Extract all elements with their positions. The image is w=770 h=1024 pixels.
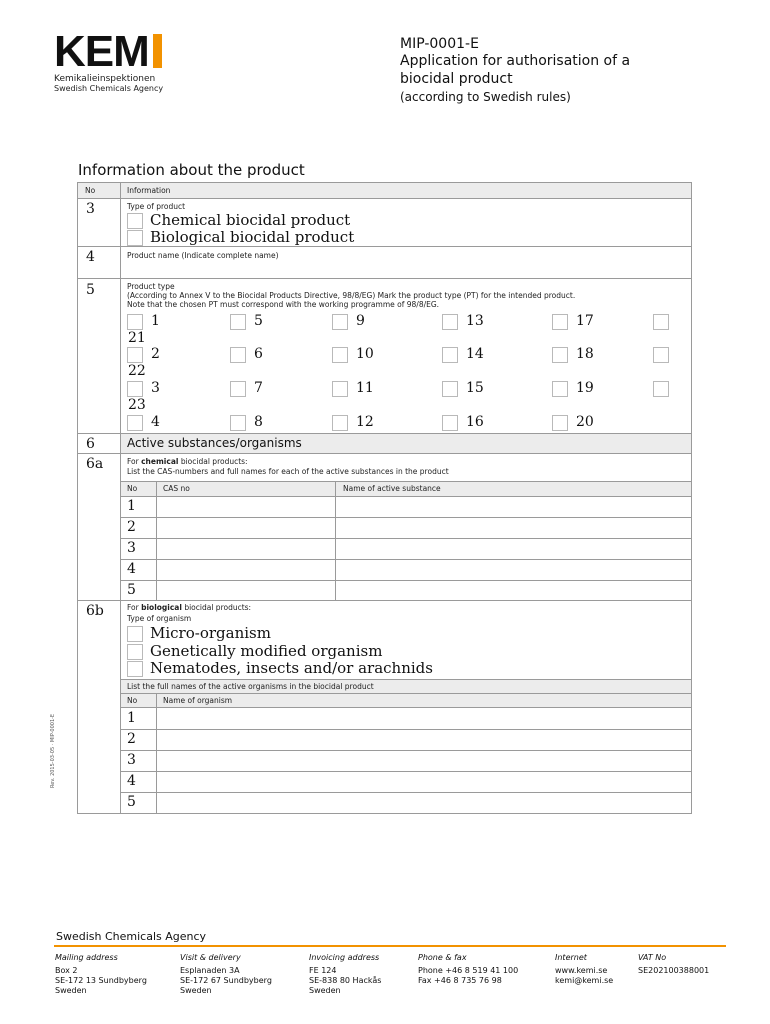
- pt-8-label: 8: [254, 414, 263, 430]
- internet-head: Internet: [555, 953, 587, 962]
- pt-2-checkbox[interactable]: [127, 347, 143, 363]
- pt-7-checkbox[interactable]: [230, 381, 246, 397]
- rule: [121, 693, 691, 694]
- invoice-head: Invoicing address: [309, 953, 380, 962]
- organism-row-3: 3: [127, 752, 136, 768]
- pt-6-checkbox[interactable]: [230, 347, 246, 363]
- footer-internet: [555, 953, 613, 986]
- pt-23-label: 23: [128, 397, 146, 413]
- type-of-product-label: Type of product: [127, 202, 186, 211]
- logo-accent-bar: [153, 34, 162, 68]
- logo-wordmark: KEM: [54, 27, 149, 76]
- pt-4-checkbox[interactable]: [127, 415, 143, 431]
- pt-14-label: 14: [466, 346, 484, 362]
- biological-label-post: biocidal products:: [181, 603, 252, 612]
- rule: [121, 538, 691, 539]
- organism-row-2: 2: [127, 731, 136, 747]
- logo-line1: Kemikalieinspektionen: [54, 74, 156, 84]
- header-no: No: [85, 186, 96, 195]
- pt-15-label: 15: [466, 380, 484, 396]
- pt-8-checkbox[interactable]: [230, 415, 246, 431]
- chemical-biocidal-label: Chemical biocidal product: [150, 211, 351, 229]
- mailing-line: Box 2: [55, 966, 78, 975]
- product-type-pt-note: Note that the chosen PT must correspond with the working programme of 98/8/EG.: [127, 300, 440, 309]
- chemical-label-bold: chemical: [141, 457, 179, 466]
- pt-18-label: 18: [576, 346, 594, 362]
- footer-rule: [54, 945, 726, 947]
- section-title: Information about the product: [78, 161, 305, 179]
- product-info-table: [77, 182, 692, 814]
- email-link[interactable]: kemi@kemi.se: [555, 976, 614, 985]
- visit-head: Visit & delivery: [180, 953, 241, 962]
- visit-line: Sweden: [180, 986, 212, 995]
- rule: [78, 246, 691, 247]
- chemical-products-label: [127, 457, 248, 466]
- rule: [78, 453, 691, 454]
- rule: [156, 481, 157, 600]
- kemi-logo: [54, 27, 162, 76]
- chemical-label-pre: For: [127, 457, 142, 466]
- fax-line: Fax +46 8 735 76 98: [418, 976, 502, 985]
- rule: [335, 481, 336, 600]
- pt-3-checkbox[interactable]: [127, 381, 143, 397]
- pt-11-label: 11: [356, 380, 374, 396]
- pt-7-label: 7: [254, 380, 263, 396]
- substance-row-4: 4: [127, 561, 136, 577]
- biological-label-bold: biological: [141, 603, 182, 612]
- pt-16-label: 16: [466, 414, 484, 430]
- chemical-biocidal-checkbox[interactable]: [127, 213, 143, 229]
- rule: [78, 278, 691, 279]
- product-type-label: Product type: [127, 282, 175, 291]
- mailing-line: SE-172 13 Sundbyberg: [55, 976, 147, 985]
- mailing-head: Mailing address: [55, 953, 118, 962]
- rule: [121, 707, 691, 708]
- biological-biocidal-checkbox[interactable]: [127, 230, 143, 246]
- header-information: Information: [127, 186, 171, 195]
- visit-line: Esplanaden 3A: [180, 966, 240, 975]
- organism-row-1: 1: [127, 710, 136, 726]
- pt-4-label: 4: [151, 414, 160, 430]
- pt-18-checkbox[interactable]: [552, 347, 568, 363]
- pt-6-label: 6: [254, 346, 263, 362]
- pt-16-checkbox[interactable]: [442, 415, 458, 431]
- pt-5-label: 5: [254, 313, 263, 329]
- organism-row-4: 4: [127, 773, 136, 789]
- substance-col-name: Name of active substance: [343, 484, 441, 493]
- pt-2-label: 2: [151, 346, 160, 362]
- substance-row-2: 2: [127, 519, 136, 535]
- gmo-checkbox[interactable]: [127, 644, 143, 660]
- rule: [121, 481, 691, 482]
- form-code: MIP-0001-E: [400, 36, 479, 52]
- type-of-organism-label: Type of organism: [127, 614, 192, 623]
- pt-9-checkbox[interactable]: [332, 314, 348, 330]
- biological-products-label: [127, 603, 251, 612]
- footer-invoice: [309, 953, 381, 996]
- pt-23-checkbox[interactable]: [653, 381, 669, 397]
- invoice-line: SE-838 80 Hackås: [309, 976, 382, 985]
- pt-11-checkbox[interactable]: [332, 381, 348, 397]
- pt-13-label: 13: [466, 313, 484, 329]
- pt-1-checkbox[interactable]: [127, 314, 143, 330]
- nematodes-checkbox[interactable]: [127, 661, 143, 677]
- micro-organism-label: Micro-organism: [150, 624, 271, 642]
- organism-col-name: Name of organism: [163, 696, 233, 705]
- row-number-5: 5: [86, 282, 95, 298]
- pt-19-label: 19: [576, 380, 594, 396]
- row-number-3: 3: [86, 201, 95, 217]
- biological-biocidal-label: Biological biocidal product: [150, 228, 355, 246]
- pt-19-checkbox[interactable]: [552, 381, 568, 397]
- footer-visit: [180, 953, 272, 996]
- logo-line2: Swedish Chemicals Agency: [54, 84, 164, 93]
- row-number-6b: 6b: [86, 603, 104, 619]
- rule: [121, 771, 691, 772]
- footer-vat: [638, 953, 709, 976]
- rule: [121, 580, 691, 581]
- substance-col-cas: CAS no: [163, 484, 190, 493]
- rule: [121, 679, 691, 680]
- row-number-6: 6: [86, 436, 95, 452]
- form-subtitle: (according to Swedish rules): [400, 90, 571, 104]
- nematodes-label: Nematodes, insects and/or arachnids: [150, 659, 433, 677]
- pt-12-checkbox[interactable]: [332, 415, 348, 431]
- substance-row-3: 3: [127, 540, 136, 556]
- pt-3-label: 3: [151, 380, 160, 396]
- invoice-line: Sweden: [309, 986, 341, 995]
- pt-22-checkbox[interactable]: [653, 347, 669, 363]
- invoice-line: FE 124: [309, 966, 337, 975]
- product-name-label: Product name (Indicate complete name): [127, 251, 279, 260]
- pt-10-label: 10: [356, 346, 374, 362]
- organism-list-instruction: List the full names of the active organisms in the biocidal product: [127, 682, 374, 691]
- organism-row-5: 5: [127, 794, 136, 810]
- website-link[interactable]: www.kemi.se: [555, 966, 608, 975]
- pt-1-label: 1: [151, 313, 160, 329]
- pt-17-checkbox[interactable]: [552, 314, 568, 330]
- pt-14-checkbox[interactable]: [442, 347, 458, 363]
- pt-21-checkbox[interactable]: [653, 314, 669, 330]
- row-number-6a: 6a: [86, 456, 104, 472]
- visit-line: SE-172 67 Sundbyberg: [180, 976, 272, 985]
- phone-line: Phone +46 8 519 41 100: [418, 966, 519, 975]
- pt-13-checkbox[interactable]: [442, 314, 458, 330]
- rule: [156, 693, 157, 813]
- pt-12-label: 12: [356, 414, 374, 430]
- substance-row-1: 1: [127, 498, 136, 514]
- organism-col-no: No: [127, 696, 138, 705]
- gmo-label: Genetically modified organism: [150, 642, 383, 660]
- side-revision-note: Rev. 2015-03-05 · MIP-0001-E: [50, 713, 56, 788]
- form-title-line2: biocidal product: [400, 71, 513, 87]
- pt-5-checkbox[interactable]: [230, 314, 246, 330]
- vat-number: SE202100388001: [638, 966, 710, 975]
- cas-list-instruction: List the CAS-numbers and full names for each of the active substances in the product: [127, 467, 449, 476]
- pt-21-label: 21: [128, 330, 146, 346]
- mailing-line: Sweden: [55, 986, 87, 995]
- form-title-line1: Application for authorisation of a: [400, 53, 631, 69]
- rule: [78, 600, 691, 601]
- pt-22-label: 22: [128, 363, 146, 379]
- phone-head: Phone & fax: [418, 953, 467, 962]
- rule: [121, 729, 691, 730]
- pt-20-label: 20: [576, 414, 594, 430]
- footer-phone: [418, 953, 518, 986]
- product-type-annex-note: (According to Annex V to the Biocidal Products Directive, 98/8/EG) Mark the product type (PT) for the intended product.: [127, 291, 576, 300]
- active-substances-heading: Active substances/organisms: [127, 436, 302, 450]
- rule: [121, 559, 691, 560]
- footer-agency: Swedish Chemicals Agency: [56, 930, 207, 943]
- rule: [121, 496, 691, 497]
- substance-col-no: No: [127, 484, 138, 493]
- rule: [121, 750, 691, 751]
- rule: [121, 517, 691, 518]
- micro-organism-checkbox[interactable]: [127, 626, 143, 642]
- row-number-4: 4: [86, 249, 95, 265]
- chemical-label-post: biocidal products:: [178, 457, 248, 466]
- rule: [121, 792, 691, 793]
- pt-9-label: 9: [356, 313, 365, 329]
- footer-mailing: [55, 953, 147, 996]
- biological-label-pre: For: [127, 603, 142, 612]
- pt-17-label: 17: [576, 313, 594, 329]
- rule: [78, 198, 691, 199]
- pt-20-checkbox[interactable]: [552, 415, 568, 431]
- pt-10-checkbox[interactable]: [332, 347, 348, 363]
- substance-row-5: 5: [127, 582, 136, 598]
- vat-head: VAT No: [638, 953, 667, 962]
- product-name-input[interactable]: [127, 262, 687, 276]
- pt-15-checkbox[interactable]: [442, 381, 458, 397]
